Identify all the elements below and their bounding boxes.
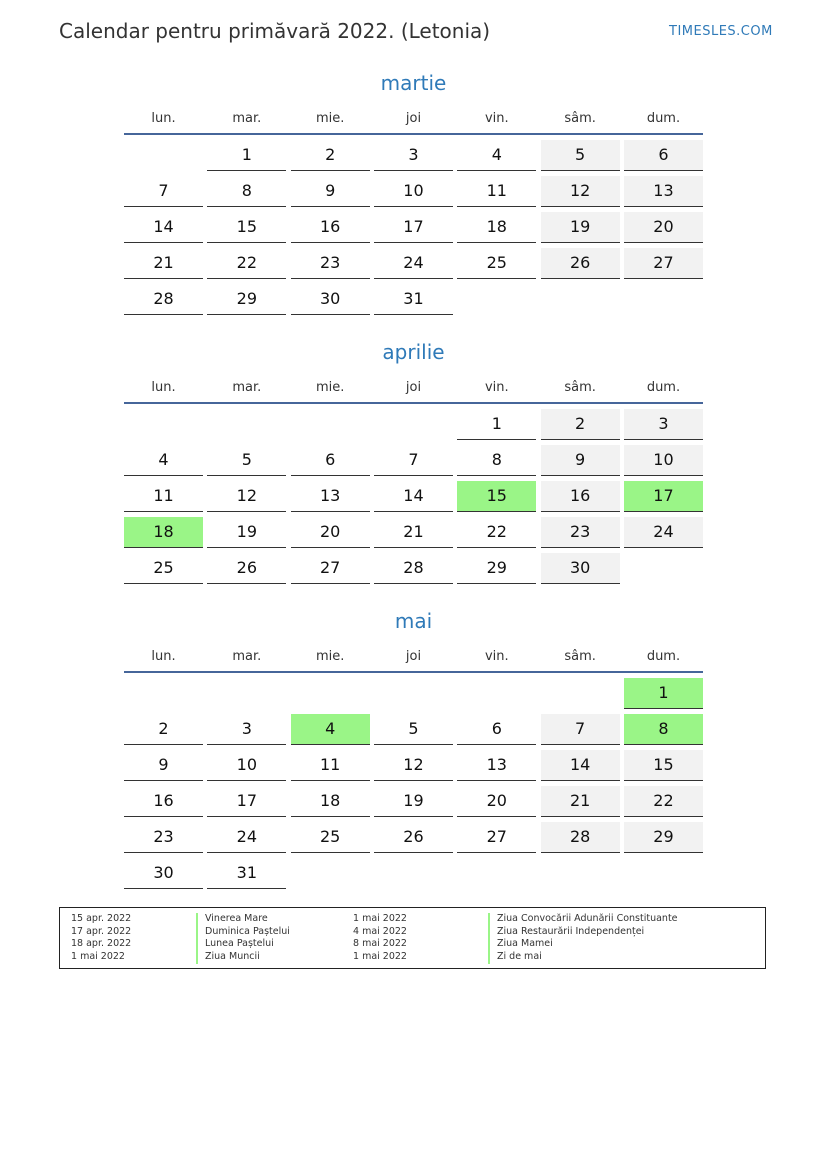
holiday-name: Duminica Paștelui	[196, 926, 290, 939]
legend-row	[60, 913, 765, 926]
day-cell: 27	[291, 553, 370, 584]
weekend-day-cell: 19	[541, 212, 620, 243]
day-cell: 29	[207, 284, 286, 315]
day-cell: 31	[207, 858, 286, 889]
weekend-day-cell: 22	[624, 786, 703, 817]
weekend-day-cell: 28	[541, 822, 620, 853]
weekday-label: vin.	[484, 111, 509, 126]
day-cell: 6	[291, 445, 370, 476]
empty-cell	[374, 858, 453, 889]
weekend-day-cell: 15	[624, 750, 703, 781]
empty-cell	[291, 678, 370, 709]
day-cell: 29	[457, 553, 536, 584]
day-cell: 24	[374, 248, 453, 279]
empty-cell	[374, 409, 453, 440]
day-cell: 1	[207, 140, 286, 171]
day-cell: 12	[207, 481, 286, 512]
weekday-label: mar.	[232, 649, 262, 664]
day-grid	[124, 409, 703, 584]
holiday-name: Ziua Muncii	[196, 951, 260, 964]
weekday-label: vin.	[484, 649, 509, 664]
day-cell: 10	[207, 750, 286, 781]
holiday-day-cell: 15	[457, 481, 536, 512]
weekday-label: mie.	[315, 111, 345, 126]
weekday-label: sâm.	[564, 649, 596, 664]
day-cell: 3	[207, 714, 286, 745]
weekday-header	[124, 376, 703, 400]
holiday-date: 4 mai 2022	[353, 925, 407, 937]
day-cell: 30	[124, 858, 203, 889]
day-cell: 23	[124, 822, 203, 853]
day-cell: 5	[374, 714, 453, 745]
day-cell: 22	[457, 517, 536, 548]
empty-cell	[624, 284, 703, 315]
empty-cell	[457, 678, 536, 709]
weekend-day-cell: 23	[541, 517, 620, 548]
day-cell: 8	[207, 176, 286, 207]
weekday-label: vin.	[484, 380, 509, 395]
day-cell: 17	[207, 786, 286, 817]
holiday-day-cell: 18	[124, 517, 203, 548]
day-cell: 11	[124, 481, 203, 512]
weekday-label: mie.	[315, 380, 345, 395]
header-divider	[124, 402, 703, 404]
day-cell: 9	[291, 176, 370, 207]
day-cell: 31	[374, 284, 453, 315]
day-cell: 28	[374, 553, 453, 584]
weekday-label: dum.	[646, 649, 681, 664]
day-cell: 26	[207, 553, 286, 584]
day-cell: 1	[457, 409, 536, 440]
month-title: mai	[394, 609, 433, 633]
holiday-date: 17 apr. 2022	[71, 925, 132, 937]
day-cell: 7	[124, 176, 203, 207]
holiday-day-cell: 17	[624, 481, 703, 512]
day-cell: 14	[124, 212, 203, 243]
empty-cell	[541, 858, 620, 889]
weekday-label: lun.	[151, 649, 176, 664]
empty-cell	[374, 678, 453, 709]
day-cell: 23	[291, 248, 370, 279]
empty-cell	[624, 553, 703, 584]
day-cell: 15	[207, 212, 286, 243]
weekday-label: sâm.	[564, 380, 596, 395]
day-cell: 21	[374, 517, 453, 548]
empty-cell	[207, 409, 286, 440]
weekend-day-cell: 10	[624, 445, 703, 476]
weekend-day-cell: 20	[624, 212, 703, 243]
weekday-label: dum.	[646, 380, 681, 395]
day-cell: 14	[374, 481, 453, 512]
empty-cell	[457, 858, 536, 889]
legend-row	[60, 951, 765, 964]
day-cell: 20	[457, 786, 536, 817]
weekend-day-cell: 29	[624, 822, 703, 853]
weekday-header	[124, 107, 703, 131]
weekday-label: mar.	[232, 380, 262, 395]
day-cell: 22	[207, 248, 286, 279]
holiday-date: 1 mai 2022	[353, 951, 407, 963]
weekday-label: mie.	[315, 649, 345, 664]
day-cell: 30	[291, 284, 370, 315]
holiday-day-cell: 4	[291, 714, 370, 745]
day-cell: 11	[291, 750, 370, 781]
day-cell: 28	[124, 284, 203, 315]
empty-cell	[124, 140, 203, 171]
day-cell: 25	[291, 822, 370, 853]
holiday-name: Lunea Paștelui	[196, 938, 274, 951]
holiday-date: 1 mai 2022	[353, 913, 407, 924]
weekend-day-cell: 13	[624, 176, 703, 207]
weekend-day-cell: 30	[541, 553, 620, 584]
empty-cell	[124, 678, 203, 709]
day-cell: 19	[207, 517, 286, 548]
day-cell: 13	[291, 481, 370, 512]
holiday-name: Vinerea Mare	[196, 913, 268, 926]
weekend-day-cell: 14	[541, 750, 620, 781]
weekend-day-cell: 7	[541, 714, 620, 745]
day-cell: 27	[457, 822, 536, 853]
day-cell: 26	[374, 822, 453, 853]
day-cell: 21	[124, 248, 203, 279]
weekday-label: sâm.	[564, 111, 596, 126]
day-grid	[124, 140, 703, 315]
day-cell: 4	[457, 140, 536, 171]
weekend-day-cell: 3	[624, 409, 703, 440]
holiday-date: 18 apr. 2022	[71, 938, 132, 950]
holiday-name: Ziua Convocării Adunării Constituante	[488, 913, 678, 926]
weekday-label: joi	[405, 649, 422, 664]
empty-cell	[291, 858, 370, 889]
day-cell: 16	[124, 786, 203, 817]
day-cell: 25	[457, 248, 536, 279]
weekend-day-cell: 26	[541, 248, 620, 279]
site-link[interactable]: TIMESLES.COM	[669, 24, 773, 39]
month-march	[124, 68, 703, 315]
day-cell: 24	[207, 822, 286, 853]
month-may	[124, 606, 703, 889]
weekend-day-cell: 16	[541, 481, 620, 512]
day-cell: 13	[457, 750, 536, 781]
weekend-day-cell: 6	[624, 140, 703, 171]
weekday-label: lun.	[151, 380, 176, 395]
day-cell: 3	[374, 140, 453, 171]
month-title: aprilie	[382, 340, 445, 364]
holiday-day-cell: 8	[624, 714, 703, 745]
empty-cell	[541, 678, 620, 709]
holiday-date: 8 mai 2022	[353, 938, 407, 950]
day-grid	[124, 678, 703, 889]
day-cell: 20	[291, 517, 370, 548]
day-cell: 6	[457, 714, 536, 745]
weekend-day-cell: 12	[541, 176, 620, 207]
day-cell: 8	[457, 445, 536, 476]
day-cell: 5	[207, 445, 286, 476]
holiday-name: Ziua Mamei	[488, 938, 553, 951]
header-divider	[124, 671, 703, 673]
holiday-date: 1 mai 2022	[71, 951, 125, 963]
day-cell: 4	[124, 445, 203, 476]
holiday-legend	[59, 907, 766, 969]
day-cell: 10	[374, 176, 453, 207]
legend-row	[60, 938, 765, 951]
month-title: martie	[380, 71, 447, 95]
day-cell: 11	[457, 176, 536, 207]
empty-cell	[124, 409, 203, 440]
month-april	[124, 337, 703, 584]
holiday-name: Zi de mai	[488, 951, 542, 964]
weekday-label: mar.	[232, 111, 262, 126]
empty-cell	[624, 858, 703, 889]
day-cell: 2	[291, 140, 370, 171]
day-cell: 17	[374, 212, 453, 243]
weekday-label: dum.	[646, 111, 681, 126]
day-cell: 25	[124, 553, 203, 584]
weekday-header	[124, 645, 703, 669]
day-cell: 2	[124, 714, 203, 745]
page-title: Calendar pentru primăvară 2022. (Letonia)	[59, 19, 491, 43]
holiday-date: 15 apr. 2022	[71, 913, 132, 924]
weekday-label: lun.	[151, 111, 176, 126]
legend-row	[60, 926, 765, 939]
header-divider	[124, 133, 703, 135]
weekend-day-cell: 5	[541, 140, 620, 171]
weekend-day-cell: 27	[624, 248, 703, 279]
day-cell: 18	[457, 212, 536, 243]
weekend-day-cell: 21	[541, 786, 620, 817]
day-cell: 12	[374, 750, 453, 781]
empty-cell	[541, 284, 620, 315]
day-cell: 7	[374, 445, 453, 476]
day-cell: 16	[291, 212, 370, 243]
weekend-day-cell: 24	[624, 517, 703, 548]
holiday-day-cell: 1	[624, 678, 703, 709]
weekday-label: joi	[405, 380, 422, 395]
day-cell: 18	[291, 786, 370, 817]
empty-cell	[457, 284, 536, 315]
weekend-day-cell: 9	[541, 445, 620, 476]
day-cell: 19	[374, 786, 453, 817]
empty-cell	[291, 409, 370, 440]
weekend-day-cell: 2	[541, 409, 620, 440]
weekday-label: joi	[405, 111, 422, 126]
day-cell: 9	[124, 750, 203, 781]
holiday-name: Ziua Restaurării Independenței	[488, 926, 644, 939]
empty-cell	[207, 678, 286, 709]
